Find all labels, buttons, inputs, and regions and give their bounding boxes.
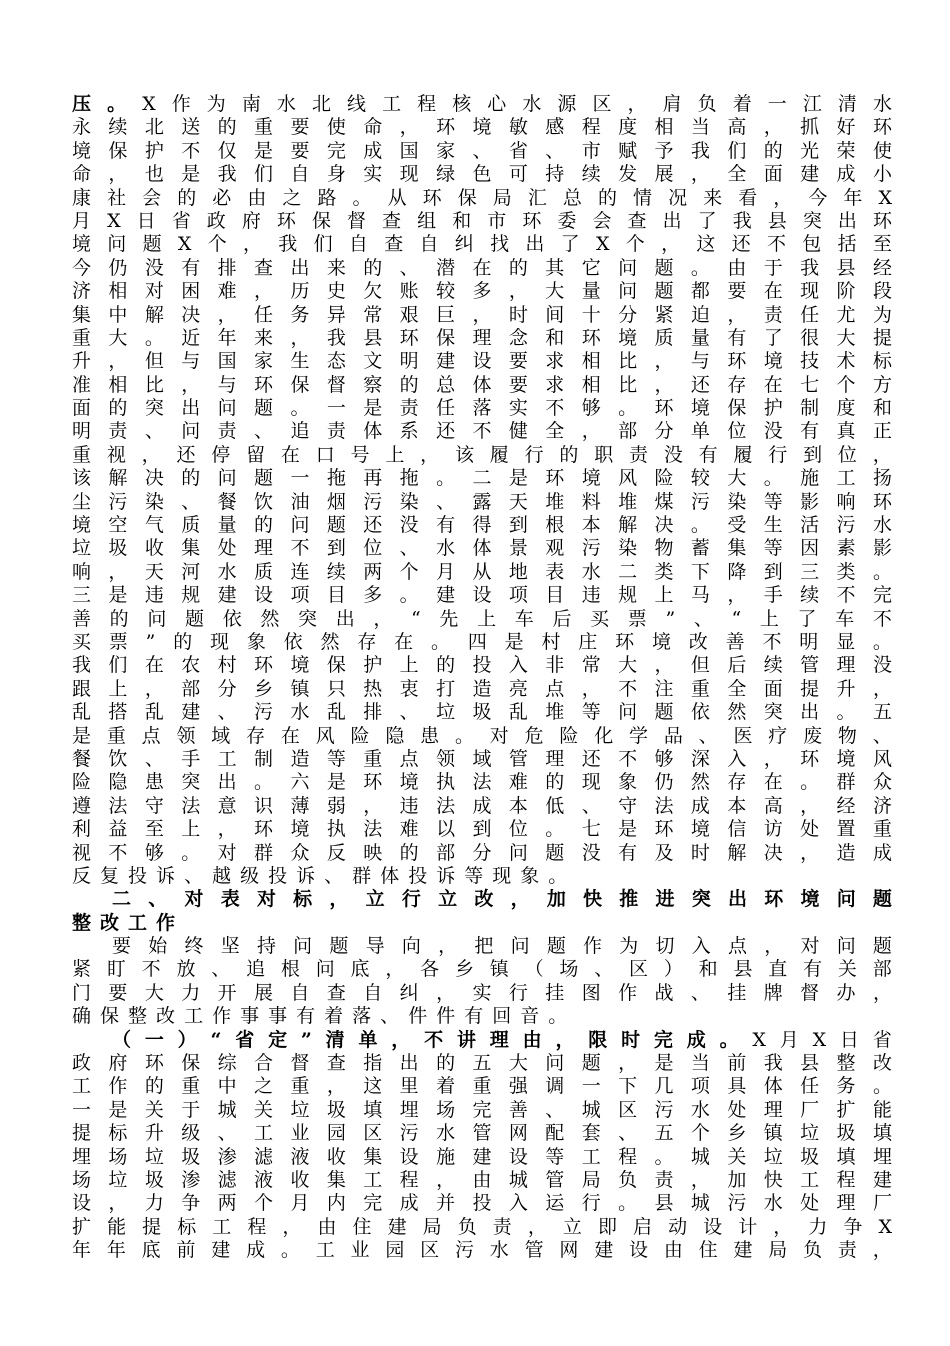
text-line: 是 重 点 领 域 存 在 风 险 隐 患 。 对 危 险 化 学 品 、 医 疗 废 物 、 bbox=[72, 724, 892, 747]
text-line: 整 改 工 作 bbox=[72, 911, 185, 934]
text-line: 重 视 ， 还 停 留 在 口 号 上 ， 该 履 行 的 职 责 没 有 履 行 到 位 ， bbox=[72, 443, 892, 466]
text-line: 垃 圾 收 集 处 理 不 到 位 、 水 体 景 观 污 染 物 蓄 集 等 因 素 影 bbox=[72, 537, 892, 560]
text-line: 集 中 解 决 ， 任 务 异 常 艰 巨 ， 时 间 十 分 紧 迫 ， 责 任 尤 为 bbox=[72, 303, 892, 326]
text-line: 三 是 违 规 建 设 项 目 多 。 建 设 项 目 违 规 上 马 ， 手 续 不 完 bbox=[72, 584, 892, 607]
text-line: 明 责 、 问 责 、 追 责 体 系 还 不 健 全 ， 部 分 单 位 没 有 真 正 bbox=[72, 420, 892, 443]
text-line: 反 复 投 诉 、 越 级 投 诉 、 群 体 投 诉 等 现 象 。 bbox=[72, 864, 577, 887]
text-line: 善 的 问 题 依 然 突 出 ， “ 先 上 车 后 买 票 ” 、 “ 上 了 车 不 bbox=[72, 607, 892, 630]
text-line: 重 大 。 近 年 来 ， 我 县 环 保 理 念 和 环 境 质 量 有 了 很 大 提 bbox=[72, 326, 892, 349]
text-line: 境 空 气 质 量 的 问 题 还 没 有 得 到 根 本 解 决 。 受 生 活 污 水 bbox=[72, 514, 892, 537]
text-line: 升 ， 但 与 国 家 生 态 文 明 建 设 要 求 相 比 ， 与 环 境 技 术 标 bbox=[72, 350, 892, 373]
text-line: 一 是 关 于 城 关 垃 圾 填 埋 场 完 善 、 城 区 污 水 处 理 厂 扩 能 bbox=[72, 1098, 892, 1121]
text-line: 要 始 终 坚 持 问 题 导 向 ， 把 问 题 作 为 切 入 点 ， 对 问 题 bbox=[112, 935, 892, 958]
text-line: 响 ， 天 河 水 质 连 续 两 个 月 从 地 表 水 二 类 下 降 到 三 类 。 bbox=[72, 560, 892, 583]
text-line: 提 标 升 级 、 工 业 园 区 污 水 管 网 配 套 、 五 个 乡 镇 垃 圾 填 bbox=[72, 1122, 892, 1145]
text-line: 境 保 护 不 仅 是 要 完 成 国 家 、 省 、 市 赋 予 我 们 的 光 荣 使 bbox=[72, 139, 892, 162]
text-line: 尘 污 染 、 餐 饮 油 烟 污 染 、 露 天 堆 料 堆 煤 污 染 等 影 响 环 bbox=[72, 490, 892, 513]
text-line: 工 作 的 重 中 之 重 ， 这 里 着 重 强 调 一 下 几 项 具 体 任 务 。 bbox=[72, 1075, 892, 1098]
text-line: 命 ， 也 是 我 们 自 身 实 现 绿 色 可 持 续 发 展 ， 全 面 建 成 小 bbox=[72, 163, 892, 186]
text-line: 乱 搭 乱 建 、 污 水 乱 排 、 垃 圾 乱 堆 等 问 题 依 然 突 出 。 五 bbox=[72, 701, 892, 724]
text-line: 利 益 至 上 ， 环 境 执 法 难 以 到 位 。 七 是 环 境 信 访 处 置 重 bbox=[72, 818, 892, 841]
text-line: 险 隐 患 突 出 。 六 是 环 境 执 法 难 的 现 象 仍 然 存 在 。 群 众 bbox=[72, 771, 892, 794]
text-line: 门 要 大 力 开 展 自 查 自 纠 ， 实 行 挂 图 作 战 、 挂 牌 督 办 ， bbox=[72, 981, 892, 1004]
text-line: 餐 饮 、 手 工 制 造 等 重 点 领 域 管 理 还 不 够 深 入 ， 环 境 风 bbox=[72, 747, 892, 770]
text-line: 买 票 ” 的 现 象 依 然 存 在 。 四 是 村 庄 环 境 改 善 不 明 显 。 bbox=[72, 630, 892, 653]
text-line: 该 解 决 的 问 题 一 拖 再 拖 。 二 是 环 境 风 险 较 大 。 施 工 扬 bbox=[72, 467, 892, 490]
text-line: 今 仍 没 有 排 查 出 来 的 、 潜 在 的 其 它 问 题 。 由 于 我 县 经 bbox=[72, 256, 892, 279]
text-line: 跟 上 ， 部 分 乡 镇 只 热 衷 打 造 亮 点 ， 不 注 重 全 面 提 升 ， bbox=[72, 677, 892, 700]
text-line: 压 。 X 作 为 南 水 北 线 工 程 核 心 水 源 区 ， 肩 负 着 一 江 清 水 bbox=[72, 93, 892, 115]
text-line: 准 相 比 ， 与 环 保 督 察 的 总 体 要 求 相 比 ， 还 存 在 七 个 方 bbox=[72, 373, 892, 396]
text-line: 埋 场 垃 圾 渗 滤 液 收 集 设 施 建 设 等 工 程 。 城 关 垃 圾 填 埋 bbox=[72, 1145, 892, 1168]
text-line: 紧 盯 不 放 、 追 根 问 底 ， 各 乡 镇 （ 场 、 区 ） 和 县 直 有 关 部 bbox=[72, 958, 892, 981]
text-line: 扩 能 提 标 工 程 ， 由 住 建 局 负 责 ， 立 即 启 动 设 计 ， 力 争 X bbox=[72, 1215, 892, 1238]
text-line: 境 问 题 X 个 ， 我 们 自 查 自 纠 找 出 了 X 个 ， 这 还 不 包 括 至 bbox=[72, 233, 892, 256]
text-line: 我 们 在 农 村 环 境 保 护 上 的 投 入 非 常 大 ， 但 后 续 管 理 没 bbox=[72, 654, 892, 677]
text-line: 遵 法 守 法 意 识 薄 弱 ， 违 法 成 本 低 、 守 法 成 本 高 ， 经 济 bbox=[72, 794, 892, 817]
text-line: 场 垃 圾 渗 滤 液 收 集 工 程 ， 由 城 管 局 负 责 ， 加 快 工 程 建 bbox=[72, 1168, 892, 1191]
text-line: 面 的 突 出 问 题 。 一 是 责 任 落 实 不 够 。 环 境 保 护 制 度 和 bbox=[72, 397, 892, 420]
text-line: 视 不 够 。 对 群 众 反 映 的 部 分 问 题 没 有 及 时 解 决 ， 造 成 bbox=[72, 841, 892, 864]
text-line: 月 X 日 省 政 府 环 保 督 查 组 和 市 环 委 会 查 出 了 我 县 突 出 环 bbox=[72, 209, 892, 232]
text-line: （ 一 ） “ 省 定 ” 清 单 ， 不 讲 理 由 ， 限 时 完 成 。 X 月 X 日 省 bbox=[112, 1028, 892, 1051]
text-line: 济 相 对 困 难 ， 历 史 欠 账 较 多 ， 大 量 问 题 都 要 在 现 阶 段 bbox=[72, 280, 892, 303]
text-line: 年 年 底 前 建 成 。 工 业 园 区 污 水 管 网 建 设 由 住 建 局 负 责 ， bbox=[72, 1239, 892, 1262]
text-line: 康 社 会 的 必 由 之 路 。 从 环 保 局 汇 总 的 情 况 来 看 ， 今 年 X bbox=[72, 186, 892, 209]
text-line: 设 ， 力 争 两 个 月 内 完 成 并 投 入 运 行 。 县 城 污 水 处 理 厂 bbox=[72, 1192, 892, 1215]
document-page bbox=[72, 93, 892, 1263]
text-line: 永 续 北 送 的 重 要 使 命 ， 环 境 敏 感 程 度 相 当 高 ， 抓 好 环 bbox=[72, 116, 892, 139]
text-line: 二 、 对 表 对 标 ， 立 行 立 改 ， 加 快 推 进 突 出 环 境 问 题 bbox=[112, 888, 892, 911]
text-line: 确 保 整 改 工 作 事 事 有 着 落 、 件 件 有 回 音 。 bbox=[72, 1005, 577, 1028]
text-line: 政 府 环 保 综 合 督 查 指 出 的 五 大 问 题 ， 是 当 前 我 县 整 改 bbox=[72, 1052, 892, 1075]
